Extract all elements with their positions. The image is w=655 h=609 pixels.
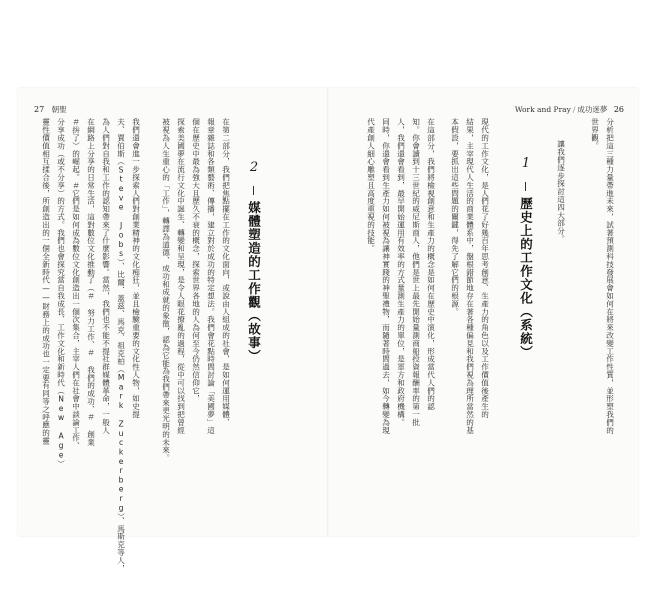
right-running-head: 成功迷夢 (577, 105, 608, 114)
left-text-column: 夫、賈伯斯（Steve Jobs）、比爾．蓋茲、馬克．祖克柏（Mark Zuckerberg）、馬斯克等人， (116, 118, 126, 572)
right-text-column: 世界觀。 (590, 118, 600, 150)
right-section-title: 歷史上的工作文化（系統） (518, 197, 534, 359)
right-text-column: 人，我們還會看到，最早開始運用有效率的方式量測生產力的單位，是軍方和政府機構。 (396, 118, 406, 427)
left-section-heading (247, 160, 261, 420)
right-text-column: 在這部分，我們將檢視創意和生產力的概念是如何在歷史中演化，形成當代人們的認 (426, 118, 436, 411)
book-gutter (327, 88, 329, 536)
heading-divider (253, 186, 254, 195)
left-running-head: 朝聖 (51, 105, 67, 114)
left-text-column: 報章雜誌和各類藝術、傳播，建立對於成功的特定想法。我們會花點時間討論「美國夢」這 (206, 118, 216, 434)
right-section-number: 1 (518, 156, 534, 172)
right-text-column: 讓我們逐步探討這四大部分。 (556, 140, 566, 243)
left-section-number: 2 (246, 160, 262, 176)
left-text-column: 被視為人生重心的「工作」，轉譯為道德、成功和成就的象徵，認為它能為我們帶來更光明的未來。 (161, 118, 171, 462)
left-text-column: 探索美國夢在流行文化中誕生、轉變和呈現，是令人眼花撩亂的過程，從中可以找到把曾經 (176, 118, 186, 434)
right-text-column: 現代的工作文化，是人們花了好幾百年思考創意、生產力的角色以及工作價值後產生的 (480, 118, 490, 419)
left-page-header (34, 104, 67, 115)
left-section-title: 媒體塑造的工作觀（故事） (246, 201, 262, 363)
right-text-column: 代產創人細心雕塑且高度重視的技能。 (366, 118, 376, 253)
right-text-column: 結果，主宰現代人生活的商業體系中，盤根錯節地存在著各種偏見和我們視為理所當然的基 (465, 118, 475, 434)
right-running-head-en: Work and Pray (514, 105, 571, 114)
left-text-column: 個在歷史中最為強大且歷久不衰的概念，探索世界各地的人為何至今仍然信仰它， (191, 118, 201, 403)
left-text-column: 靈性價值相互揉合後，所創造出的一個全新時代——財務上的成功也一定要有同等之呼應的靈 (41, 118, 51, 445)
left-text-column: 在網路上分享的日常生活，這對數位文化推動了（＃ 努力工作、＃ 我們的成功、＃ 創業 (86, 118, 96, 447)
left-page-number: 27 (34, 105, 45, 114)
right-page-header: Work and Pray / 成功迷夢 26 (514, 105, 624, 114)
left-text-column: 在第二部分，我們把焦點擺在工作的文化面向，或說由人組成的社會，是如何運用媒體、 (221, 118, 231, 427)
left-text-column: 我們還會進一步探索人們對創業精神的文化痴狂，並且檢驗重要的文化性人物，如史提 (131, 118, 141, 419)
right-text-column: 分析把這三種力量帶進未來，試著預測科技發展會如何在將來改變工作性質，並形塑我們的 (605, 118, 615, 434)
left-text-column: 分享成功（或不分享）的方式。我們也會探究當自我成長、工作文化和新時代（New Age） (56, 118, 66, 468)
right-text-column: 本假設，要抓出這些問題的關鍵，得先了解它們的根源。 (450, 118, 460, 316)
right-section-heading (519, 156, 533, 416)
heading-divider (525, 182, 526, 191)
left-text-column: ＃拚了）的崛起。＃它們是如何成為數位文化創造出一個次集合，主宰人們在社會中談論工作、 (71, 118, 81, 450)
right-text-column: 同時，你還會看到生產力如何被視為讓神實踐的神聖禮物，而隨著時間過去，如今轉變為現 (381, 118, 391, 434)
left-text-column: 為人們對自我和工作的認知帶來了什麼影響。當然，我們也不能不提社群媒體革命，一般人 (101, 118, 111, 434)
right-page-number: 26 (613, 105, 624, 114)
right-text-column: 知。你會讀到十三世紀的威尼斯商人，他們是世上最先開始量測商船投資報酬率的第一批 (411, 118, 421, 427)
